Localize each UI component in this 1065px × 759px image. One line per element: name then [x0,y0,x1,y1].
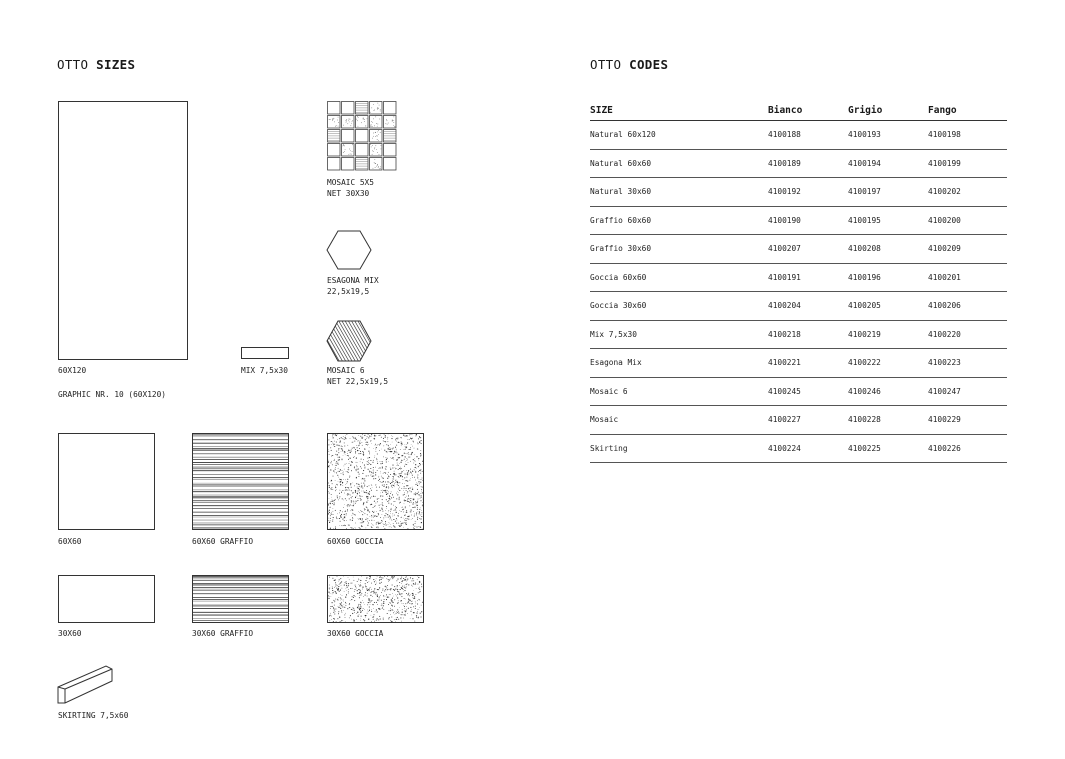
cell-size: Natural 60x120 [590,121,768,150]
header-fango: Fango [928,100,1007,121]
cell-size: Goccia 60x60 [590,263,768,292]
tile-60x120-drawing [58,101,188,360]
header-size: SIZE [590,100,768,121]
label-30x60-graffio: 30X60 GRAFFIO [192,629,254,638]
cell-grigio: 4100195 [848,206,928,235]
tile-60x60-graffio-drawing [192,433,289,530]
esagona-hexagon-drawing [327,230,372,270]
codes-title: OTTO CODES [590,57,669,72]
label-60x60-goccia: 60X60 GOCCIA [327,537,384,546]
table-row [590,349,1007,378]
mosaic-5x5-drawing [327,101,397,171]
table-row [590,263,1007,292]
header-bianco: Bianco [768,100,848,121]
tile-60x60-drawing [58,433,155,530]
table-row [590,434,1007,463]
cell-size: Mix 7,5x30 [590,320,768,349]
cell-fango: 4100223 [928,349,1007,378]
cell-size: Goccia 30x60 [590,292,768,321]
label-30x60-goccia: 30X60 GOCCIA [327,629,384,638]
label-60x120: 60X120 [58,366,87,375]
label-60x60-graffio: 60X60 GRAFFIO [192,537,254,546]
cell-size: Mosaic 6 [590,377,768,406]
table-row [590,149,1007,178]
cell-fango: 4100209 [928,235,1007,264]
codes-header-row [590,100,1007,121]
cell-bianco: 4100190 [768,206,848,235]
cell-size: Skirting [590,434,768,463]
mosaic-6-drawing [327,320,372,362]
table-row [590,206,1007,235]
table-row [590,235,1007,264]
cell-fango: 4100202 [928,178,1007,207]
cell-grigio: 4100194 [848,149,928,178]
table-row [590,178,1007,207]
cell-fango: 4100206 [928,292,1007,321]
cell-fango: 4100199 [928,149,1007,178]
cell-size: Natural 30x60 [590,178,768,207]
label-60x60: 60X60 [58,537,82,546]
cell-bianco: 4100191 [768,263,848,292]
header-grigio: Grigio [848,100,928,121]
tile-60x60-goccia-drawing [327,433,424,530]
label-30x60: 30X60 [58,629,82,638]
cell-fango: 4100229 [928,406,1007,435]
cell-size: Mosaic [590,406,768,435]
cell-grigio: 4100228 [848,406,928,435]
cell-bianco: 4100224 [768,434,848,463]
label-esagona: ESAGONA MIX 22,5x19,5 [327,276,379,296]
cell-grigio: 4100225 [848,434,928,463]
table-row [590,292,1007,321]
cell-bianco: 4100204 [768,292,848,321]
table-row [590,121,1007,150]
cell-bianco: 4100189 [768,149,848,178]
tile-mix-drawing [241,347,289,359]
table-row [590,406,1007,435]
cell-bianco: 4100221 [768,349,848,378]
cell-fango: 4100200 [928,206,1007,235]
cell-grigio: 4100222 [848,349,928,378]
cell-fango: 4100220 [928,320,1007,349]
table-row [590,320,1007,349]
skirting-drawing [57,665,115,705]
tile-30x60-drawing [58,575,155,623]
cell-grigio: 4100208 [848,235,928,264]
cell-grigio: 4100197 [848,178,928,207]
cell-bianco: 4100188 [768,121,848,150]
codes-table [590,100,1007,463]
cell-fango: 4100226 [928,434,1007,463]
cell-grigio: 4100219 [848,320,928,349]
tile-30x60-goccia-drawing [327,575,424,623]
label-skirting: SKIRTING 7,5x60 [58,711,129,720]
label-mosaic-6: MOSAIC 6 NET 22,5x19,5 [327,366,389,386]
cell-grigio: 4100246 [848,377,928,406]
cell-size: Graffio 60x60 [590,206,768,235]
label-graphic: GRAPHIC NR. 10 (60X120) [58,390,166,399]
cell-fango: 4100247 [928,377,1007,406]
label-mosaic-5x5: MOSAIC 5X5 NET 30X30 [327,178,374,198]
cell-fango: 4100198 [928,121,1007,150]
cell-bianco: 4100192 [768,178,848,207]
cell-size: Graffio 30x60 [590,235,768,264]
cell-bianco: 4100207 [768,235,848,264]
cell-bianco: 4100227 [768,406,848,435]
sizes-title: OTTO SIZES [57,57,136,72]
cell-size: Natural 60x60 [590,149,768,178]
label-mix: MIX 7,5x30 [241,366,288,375]
cell-grigio: 4100196 [848,263,928,292]
cell-bianco: 4100245 [768,377,848,406]
cell-grigio: 4100205 [848,292,928,321]
cell-grigio: 4100193 [848,121,928,150]
cell-size: Esagona Mix [590,349,768,378]
tile-30x60-graffio-drawing [192,575,289,623]
cell-bianco: 4100218 [768,320,848,349]
cell-fango: 4100201 [928,263,1007,292]
table-row [590,377,1007,406]
